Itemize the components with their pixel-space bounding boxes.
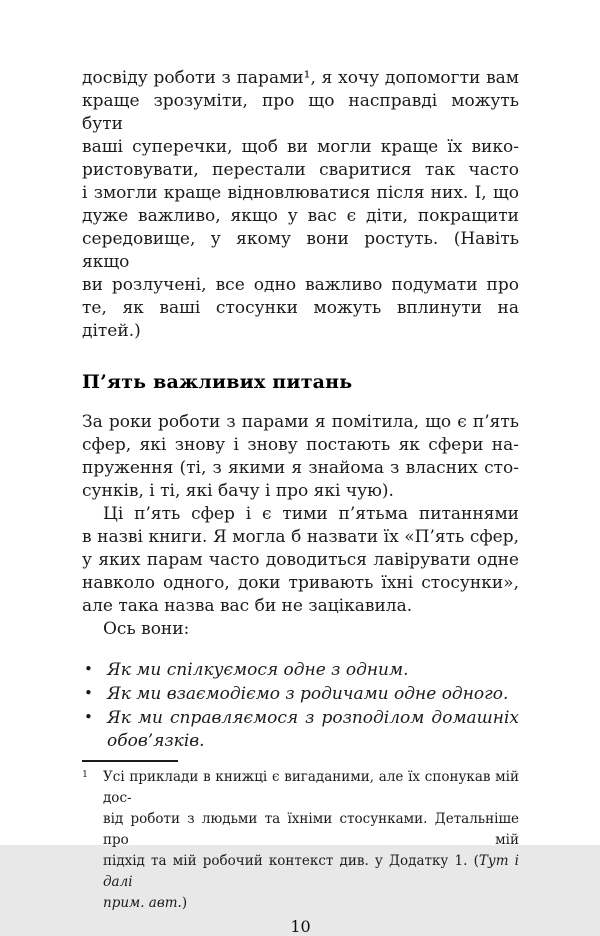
page-content bbox=[82, 0, 519, 936]
bullet-icon: • bbox=[84, 684, 93, 702]
text-line: дуже важливо, якщо у вас є діти, покращити bbox=[82, 206, 519, 226]
list-item bbox=[82, 659, 519, 682]
list-item-text: Як ми спілкуємося одне з одним. bbox=[107, 660, 409, 680]
text-line: краще зрозуміти, про що насправді можуть бути bbox=[82, 91, 519, 134]
text-line: сунків, і ті, які бачу і про які чую). bbox=[82, 481, 394, 501]
paragraph-2 bbox=[82, 411, 519, 503]
footnote-line: від роботи з людьми та їхніми стосунками. Детальніше про мій bbox=[103, 811, 519, 848]
bullet-icon: • bbox=[84, 708, 93, 726]
text-line: і змогли краще відновлюватися після них. І, що bbox=[82, 183, 519, 203]
list-intro: Ось вони: bbox=[103, 619, 190, 639]
footnote-marker: 1 bbox=[82, 769, 89, 780]
bullet-list bbox=[82, 659, 519, 753]
paragraph-1 bbox=[82, 67, 519, 343]
bullet-icon: • bbox=[84, 660, 93, 678]
footnote-text: підхід та мій робочий контекст див. у Додатку 1. ( bbox=[103, 853, 479, 869]
text-line: сфер, які знову і знову постають як сфери на- bbox=[82, 435, 519, 455]
footnote-divider bbox=[82, 760, 178, 762]
paragraph-3 bbox=[82, 503, 519, 641]
text-line: середовище, у якому вони ростуть. (Навіть якщо bbox=[82, 229, 519, 272]
section-heading: П’ять важливих питань bbox=[82, 371, 353, 393]
text-line: в назві книги. Я могла б назвати їх «П’ять сфер, bbox=[82, 527, 519, 547]
footnote bbox=[82, 767, 519, 914]
list-item bbox=[82, 683, 519, 706]
page-number: 10 bbox=[290, 917, 311, 936]
footnote-line bbox=[103, 851, 519, 893]
list-item bbox=[82, 707, 519, 753]
footnote-text: ) bbox=[181, 895, 188, 911]
text-line: Ці п’ять сфер і є тими п’ятьма питаннями bbox=[103, 504, 519, 524]
text-line: За роки роботи з парами я помітила, що є п’ять bbox=[82, 412, 519, 432]
text-line: ристовувати, перестали сваритися так часто bbox=[82, 160, 519, 180]
text-line: пруження (ті, з якими я знайома з власних сто- bbox=[82, 458, 519, 478]
text-line: але така назва вас би не зацікавила. bbox=[82, 596, 413, 616]
footnote-line bbox=[103, 893, 519, 914]
footnote-text-italic: прим. авт. bbox=[103, 895, 182, 911]
footnote-line: Усі приклади в книжці є вигаданими, але їх спонукав мій дос- bbox=[103, 769, 519, 806]
list-item-text: Як ми справляємося з розподілом домашніх обов’язків. bbox=[107, 708, 519, 751]
text-line: ваші суперечки, щоб ви могли краще їх вико- bbox=[82, 137, 519, 157]
list-item-text: Як ми взаємодіємо з родичами одне одного. bbox=[107, 684, 509, 704]
text-line: ви розлучені, все одно важливо подумати про bbox=[82, 275, 519, 295]
text-line: у яких парам часто доводиться лавірувати одне bbox=[82, 550, 519, 570]
text-line: досвіду роботи з парами¹, я хочу допомогти вам bbox=[82, 68, 519, 88]
text-line: те, як ваші стосунки можуть вплинути на дітей.) bbox=[82, 298, 519, 341]
footnote-text-italic: Тут і далі bbox=[103, 853, 519, 890]
text-line: навколо одного, доки тривають їхні стосунки», bbox=[82, 573, 519, 593]
